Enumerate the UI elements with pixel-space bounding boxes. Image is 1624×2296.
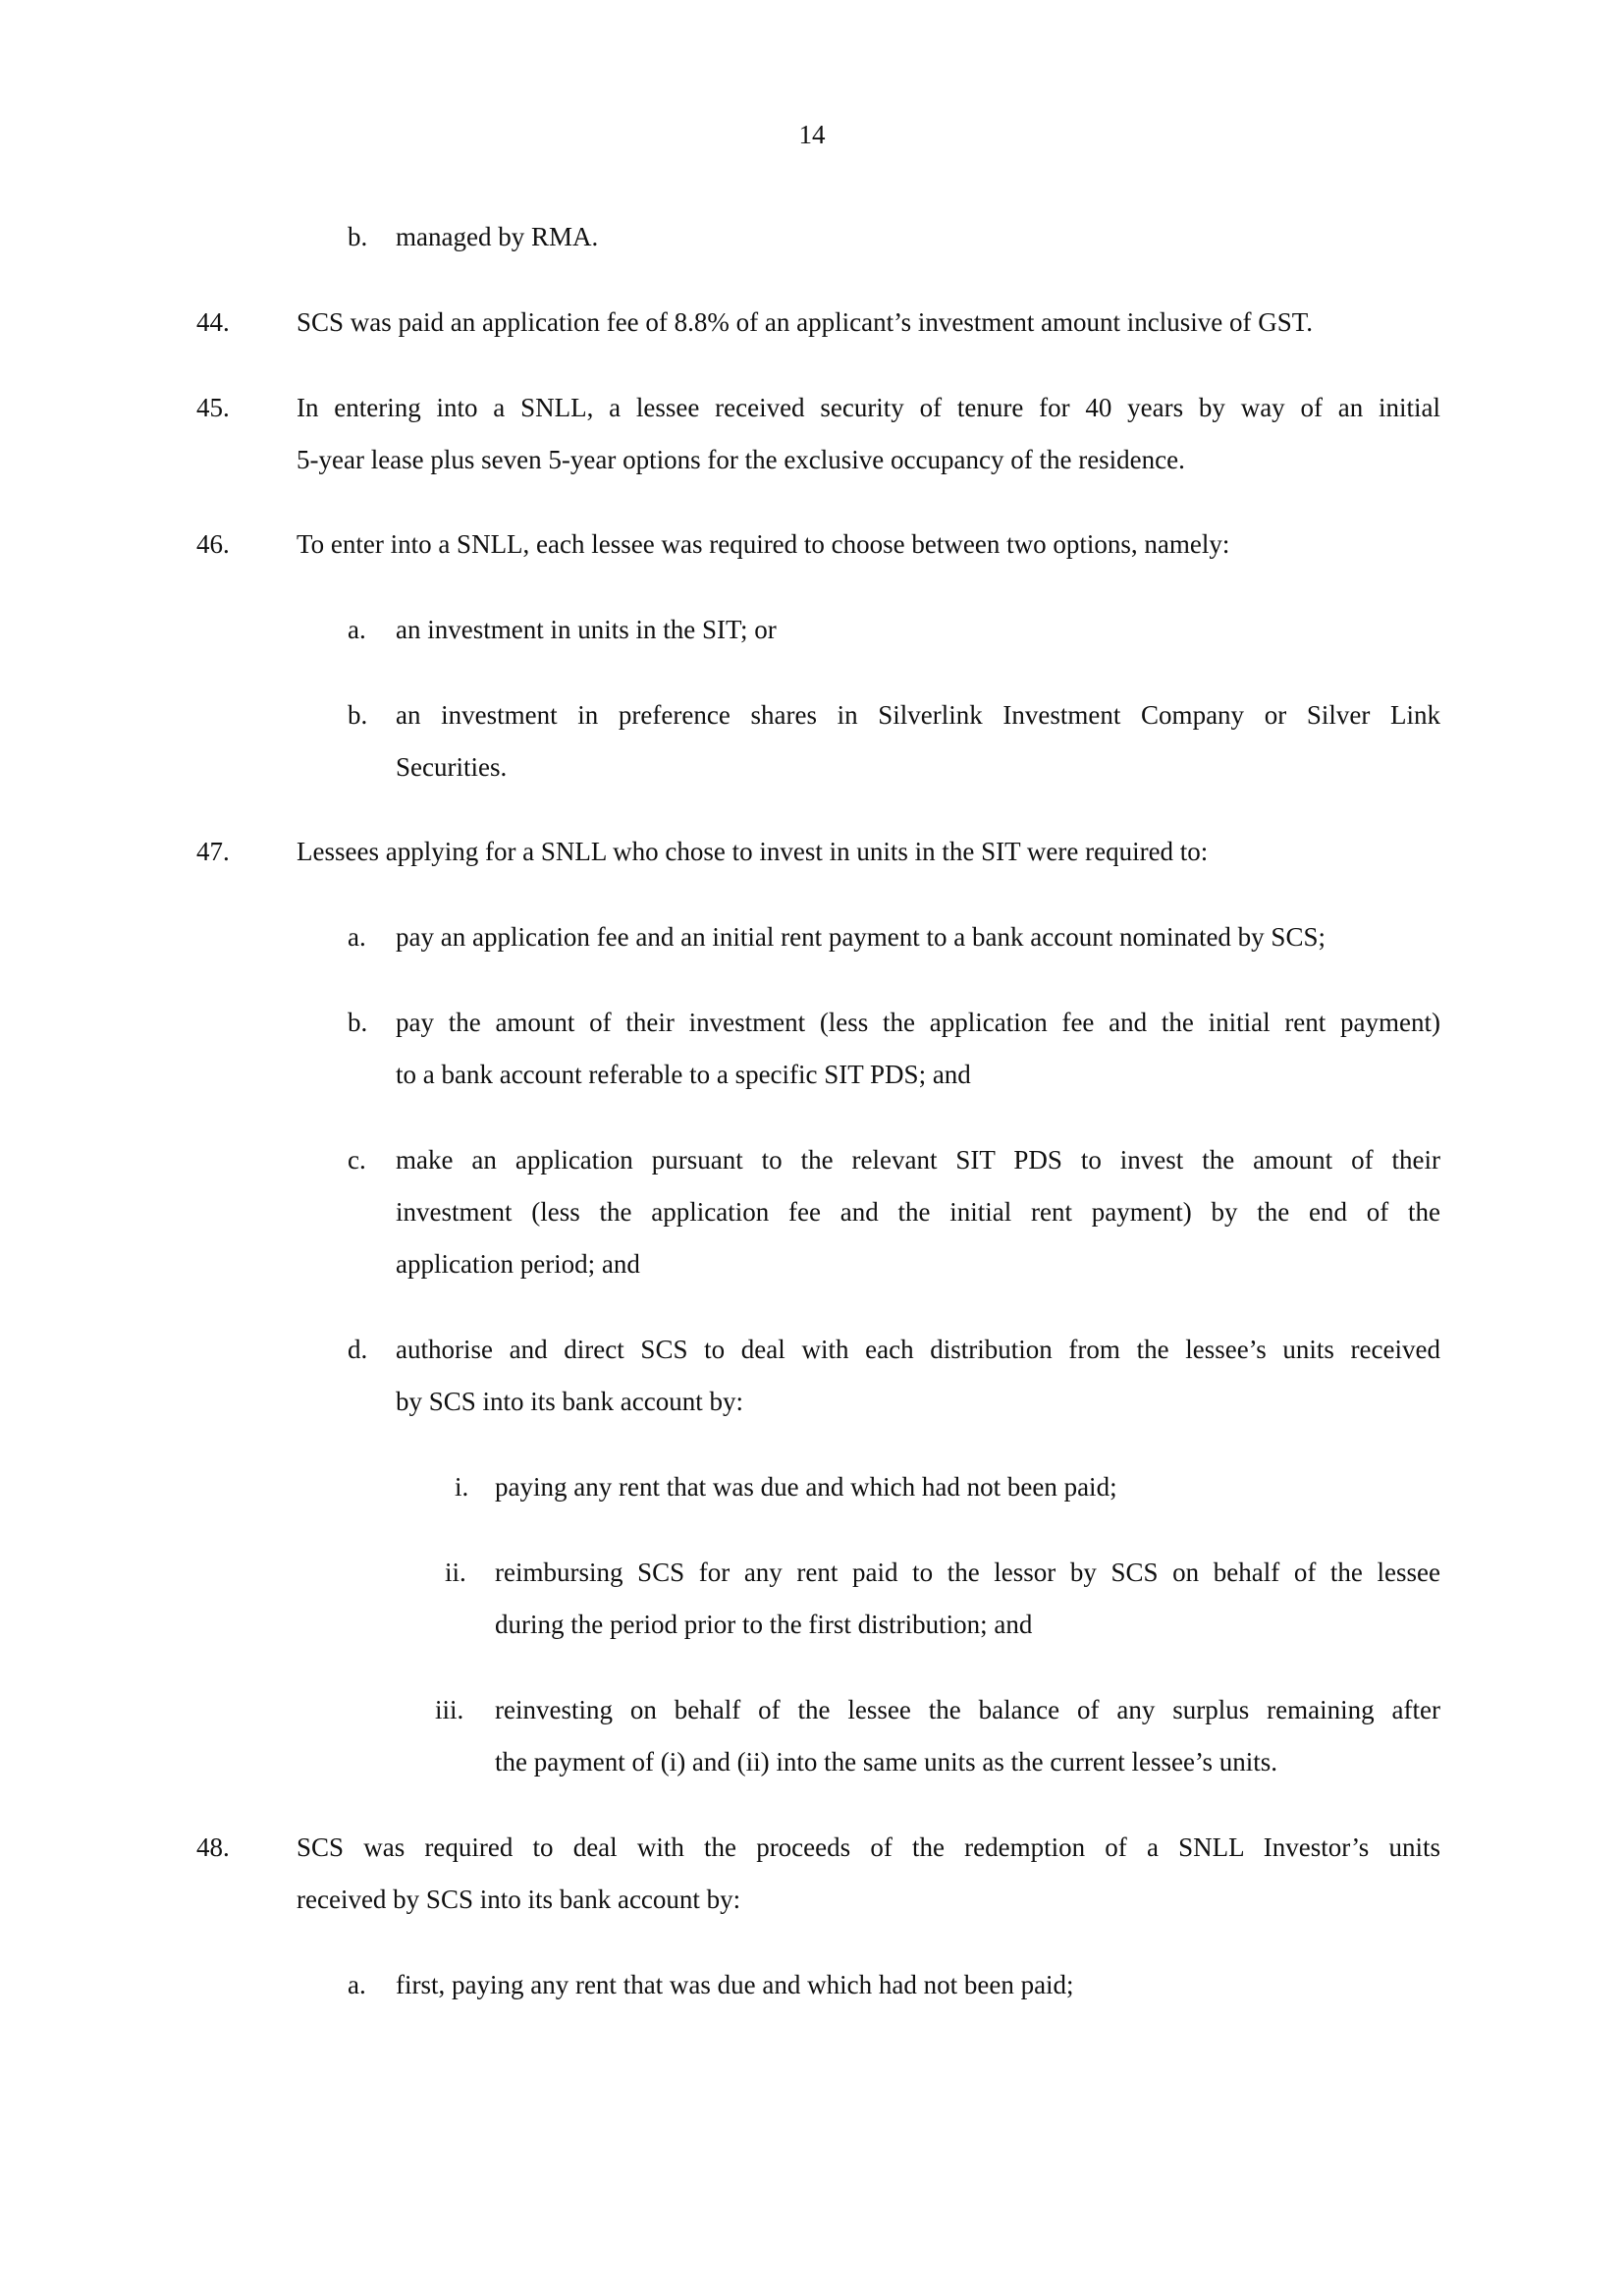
paragraph-number: 47. [196,837,230,866]
item-marker: a. [348,1970,366,1999]
item-marker: i. [455,1472,469,1502]
item-text: first, paying any rent that was due and which had not been paid; [396,1970,1074,1999]
paragraph-text: To enter into a SNLL, each lessee was required to choose between two options, namely: [297,529,1230,559]
item-text-line: an investment in preference shares in Silverlink Investment Company or Silver Link [396,700,1440,730]
item-marker: b. [348,1008,368,1037]
item-text: paying any rent that was due and which had not been paid; [495,1472,1117,1502]
paragraph-number: 48. [196,1832,230,1862]
item-text-line: Securities. [396,752,508,782]
page-number: 14 [798,120,826,149]
item-text-line: investment (less the application fee and the initial rent payment) by the end of the [396,1197,1440,1227]
paragraph-number: 45. [196,393,230,422]
item-text-line: make an application pursuant to the relevant SIT PDS to invest the amount of their [396,1145,1440,1175]
item-marker: d. [348,1335,368,1364]
item-text-line: to a bank account referable to a specific SIT PDS; and [396,1060,971,1089]
item-text: an investment in units in the SIT; or [396,615,777,644]
item-marker: b. [348,222,368,251]
item-marker: ii. [445,1558,466,1587]
item-text-line: by SCS into its bank account by: [396,1387,743,1416]
paragraph-text-line: received by SCS into its bank account by: [297,1885,741,1914]
item-marker: a. [348,615,366,644]
paragraph-text-line: 5-year lease plus seven 5-year options for the exclusive occupancy of the residence. [297,445,1185,474]
paragraph-text-line: SCS was required to deal with the proceeds of the redemption of a SNLL Investor’s units [297,1832,1440,1862]
paragraph-number: 46. [196,529,230,559]
item-text-line: reinvesting on behalf of the lessee the balance of any surplus remaining after [495,1695,1440,1724]
paragraph-text: Lessees applying for a SNLL who chose to invest in units in the SIT were required to: [297,837,1209,866]
item-text-line: reimbursing SCS for any rent paid to the lessor by SCS on behalf of the lessee [495,1558,1440,1587]
item-marker: b. [348,700,368,730]
item-text-line: application period; and [396,1249,640,1279]
item-marker: c. [348,1145,366,1175]
item-text: pay an application fee and an initial rent payment to a bank account nominated by SCS; [396,922,1326,952]
item-marker: a. [348,922,366,952]
item-text-line: pay the amount of their investment (less the application fee and the initial rent payment) [396,1008,1440,1037]
item-text-line: authorise and direct SCS to deal with each distribution from the lessee’s units received [396,1335,1440,1364]
item-marker: iii. [435,1695,464,1724]
item-text-line: during the period prior to the first distribution; and [495,1610,1033,1639]
item-text-line: the payment of (i) and (ii) into the same units as the current lessee’s units. [495,1747,1278,1777]
item-text: managed by RMA. [396,222,599,251]
paragraph-text: SCS was paid an application fee of 8.8% of an applicant’s investment amount inclusive of GST. [297,307,1314,337]
paragraph-number: 44. [196,307,230,337]
paragraph-text-line: In entering into a SNLL, a lessee received security of tenure for 40 years by way of an initial [297,393,1440,422]
